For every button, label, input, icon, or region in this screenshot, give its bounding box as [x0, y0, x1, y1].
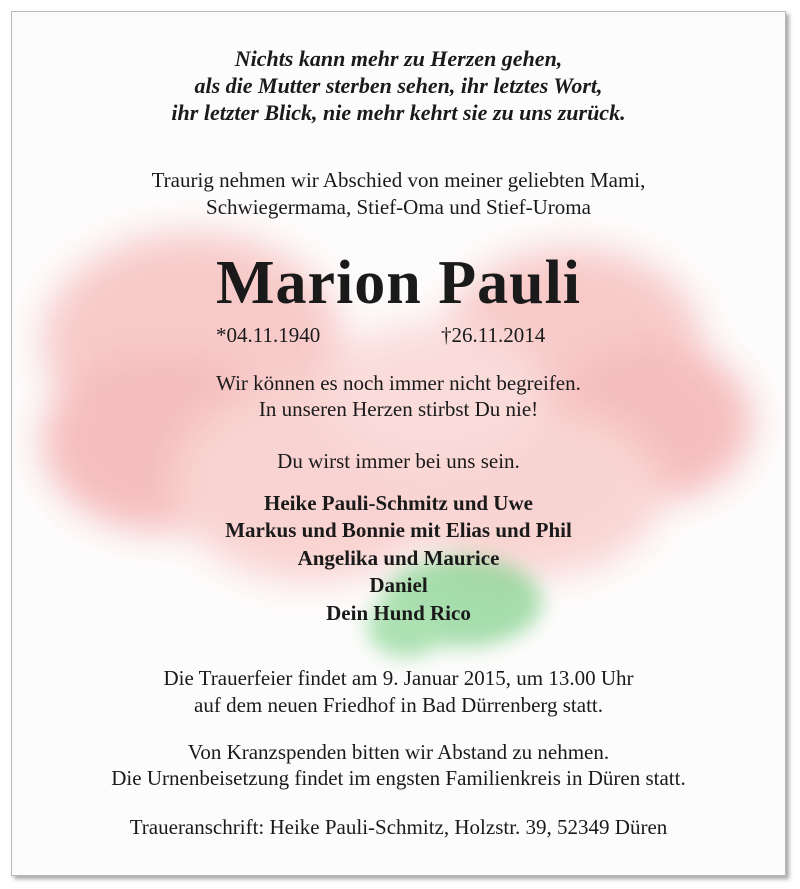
message-line: Du wirst immer bei uns sein.	[277, 449, 520, 473]
mourner-name: Daniel	[369, 573, 428, 597]
intro-line: Schwiegermama, Stief-Oma und Stief-Uroma	[206, 195, 591, 219]
deceased-name: Marion Pauli	[215, 249, 582, 317]
quote-line: als die Mutter sterben sehen, ihr letztes Wort,	[194, 73, 603, 98]
mourning-address: Traueranschrift: Heike Pauli-Schmitz, Holzstr. 39, 52349 Düren	[129, 815, 668, 839]
mourner-name: Markus und Bonnie mit Elias und Phil	[225, 518, 572, 542]
note-line: Die Urnenbeisetzung findet im engsten Familienkreis in Düren statt.	[111, 766, 686, 790]
birth-date: *04.11.1940	[216, 323, 321, 347]
death-date: †26.11.2014	[441, 323, 546, 347]
mourner-name: Heike Pauli-Schmitz und Uwe	[264, 491, 533, 515]
quote-line: ihr letzter Blick, nie mehr kehrt sie zu uns zurück.	[171, 100, 626, 125]
obituary-card	[11, 11, 786, 876]
note-line: Von Kranzspenden bitten wir Abstand zu nehmen.	[187, 740, 610, 764]
intro-line: Traurig nehmen wir Abschied von meiner geliebten Mami,	[151, 168, 646, 192]
funeral-info: auf dem neuen Friedhof in Bad Dürrenberg statt.	[194, 693, 603, 717]
message-line: Wir können es noch immer nicht begreifen.	[216, 371, 581, 395]
message-line: In unseren Herzen stirbst Du nie!	[258, 397, 539, 421]
mourner-name: Angelika und Maurice	[297, 546, 500, 570]
mourner-name: Dein Hund Rico	[326, 601, 471, 625]
funeral-info: Die Trauerfeier findet am 9. Januar 2015, um 13.00 Uhr	[163, 666, 634, 690]
quote-line: Nichts kann mehr zu Herzen gehen,	[234, 46, 563, 71]
